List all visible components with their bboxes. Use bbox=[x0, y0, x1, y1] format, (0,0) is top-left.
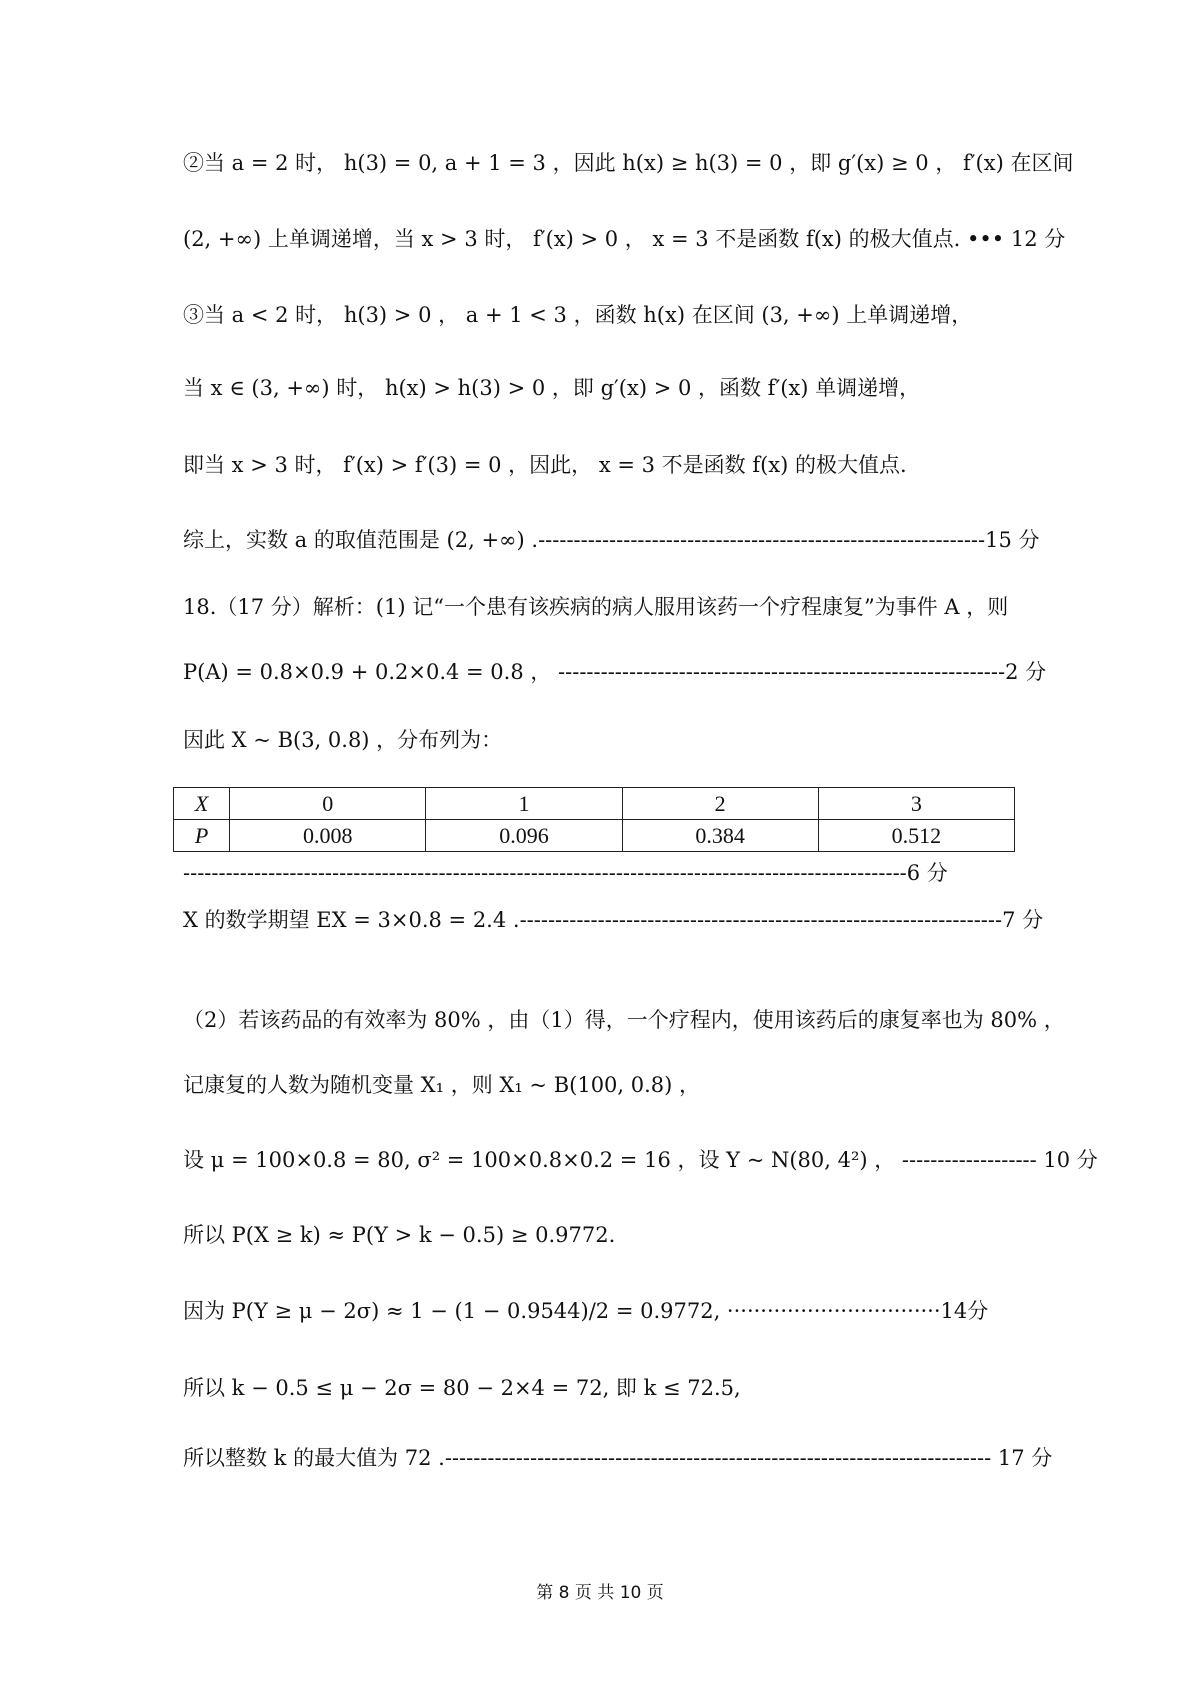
table-header-cell: P bbox=[174, 820, 230, 852]
text-line-binomial: 记康复的人数为随机变量 X₁ ，则 X₁ ~ B(100, 0.8) ， bbox=[183, 1073, 701, 1097]
table-header-cell: X bbox=[174, 788, 230, 820]
table-cell: 3 bbox=[818, 788, 1014, 820]
text-line-part2-intro: （2）若该药品的有效率为 80% ，由（1）得，一个疗程内，使用该药后的康复率也为 80% ， bbox=[183, 1008, 1065, 1032]
page-footer: 第 8 页 共 10 页 bbox=[536, 1583, 664, 1603]
text-line-case2-b: (2, +∞) 上单调递增，当 x > 3 时， f′(x) > 0 ， x = 3 不是函数 f(x) 的极大值点. ••• 12 分 bbox=[183, 227, 1066, 251]
distribution-table bbox=[173, 787, 1015, 852]
table-cell: 1 bbox=[426, 788, 622, 820]
table-cell: 0.512 bbox=[818, 820, 1014, 852]
text-line-distribution-intro: 因此 X ~ B(3, 0.8) ，分布列为： bbox=[183, 728, 503, 752]
text-line-answer: 所以整数 k 的最大值为 72 .----------------------------------------------------------------------------- 17 分 bbox=[183, 1446, 1053, 1470]
table-row bbox=[174, 820, 1015, 852]
text-line-case3-a: ③当 a < 2 时， h(3) > 0 ， a + 1 < 3 ，函数 h(x) 在区间 (3, +∞) 上单调递增， bbox=[183, 303, 973, 327]
text-line-k-bound: 所以 k − 0.5 ≤ μ − 2σ = 80 − 2×4 = 72, 即 k ≤ 72.5, bbox=[183, 1376, 741, 1400]
table-cell: 0.096 bbox=[426, 820, 622, 852]
text-line-expectation: X 的数学期望 EX = 3×0.8 = 2.4 .--------------------------------------------------------------------7 分 bbox=[183, 908, 1044, 932]
text-line-because: 因为 P(Y ≥ μ − 2σ) ≈ 1 − (1 − 0.9544)/2 = 0.9772, ································14分 bbox=[183, 1299, 989, 1323]
text-line-normal: 设 μ = 100×0.8 = 80, σ² = 100×0.8×0.2 = 16 ，设 Y ~ N(80, 4²) ， ------------------- 10 分 bbox=[183, 1148, 1098, 1172]
table-cell: 2 bbox=[622, 788, 818, 820]
table-cell: 0.008 bbox=[230, 820, 426, 852]
text-line-case3-c: 即当 x > 3 时， f′(x) > f′(3) = 0 ，因此， x = 3 不是函数 f(x) 的极大值点. bbox=[183, 453, 907, 477]
text-line-q18-intro: 18.（17 分）解析：(1) 记“一个患有该疾病的病人服用该药一个疗程康复”为事件 A ，则 bbox=[183, 595, 1009, 619]
table-row bbox=[174, 788, 1015, 820]
text-line-case3-b: 当 x ∈ (3, +∞) 时， h(x) > h(3) > 0 ，即 g′(x) > 0 ，函数 f′(x) 单调递增， bbox=[183, 376, 921, 400]
text-line-case2-a: ②当 a = 2 时， h(3) = 0, a + 1 = 3 ，因此 h(x) ≥ h(3) = 0 ，即 g′(x) ≥ 0 ， f′(x) 在区间 bbox=[183, 151, 1074, 175]
text-line-pa: P(A) = 0.8×0.9 + 0.2×0.4 = 0.8 ， ---------------------------------------------------------------2 分 bbox=[183, 660, 1047, 684]
table-cell: 0 bbox=[230, 788, 426, 820]
table-cell: 0.384 bbox=[622, 820, 818, 852]
text-line-probability: 所以 P(X ≥ k) ≈ P(Y > k − 0.5) ≥ 0.9772. bbox=[183, 1223, 616, 1247]
text-line-conclusion: 综上，实数 a 的取值范围是 (2, +∞) .---------------------------------------------------------------15 分 bbox=[183, 528, 1040, 552]
text-line-score-6: ------------------------------------------------------------------------------------------------------6 分 bbox=[183, 861, 948, 885]
